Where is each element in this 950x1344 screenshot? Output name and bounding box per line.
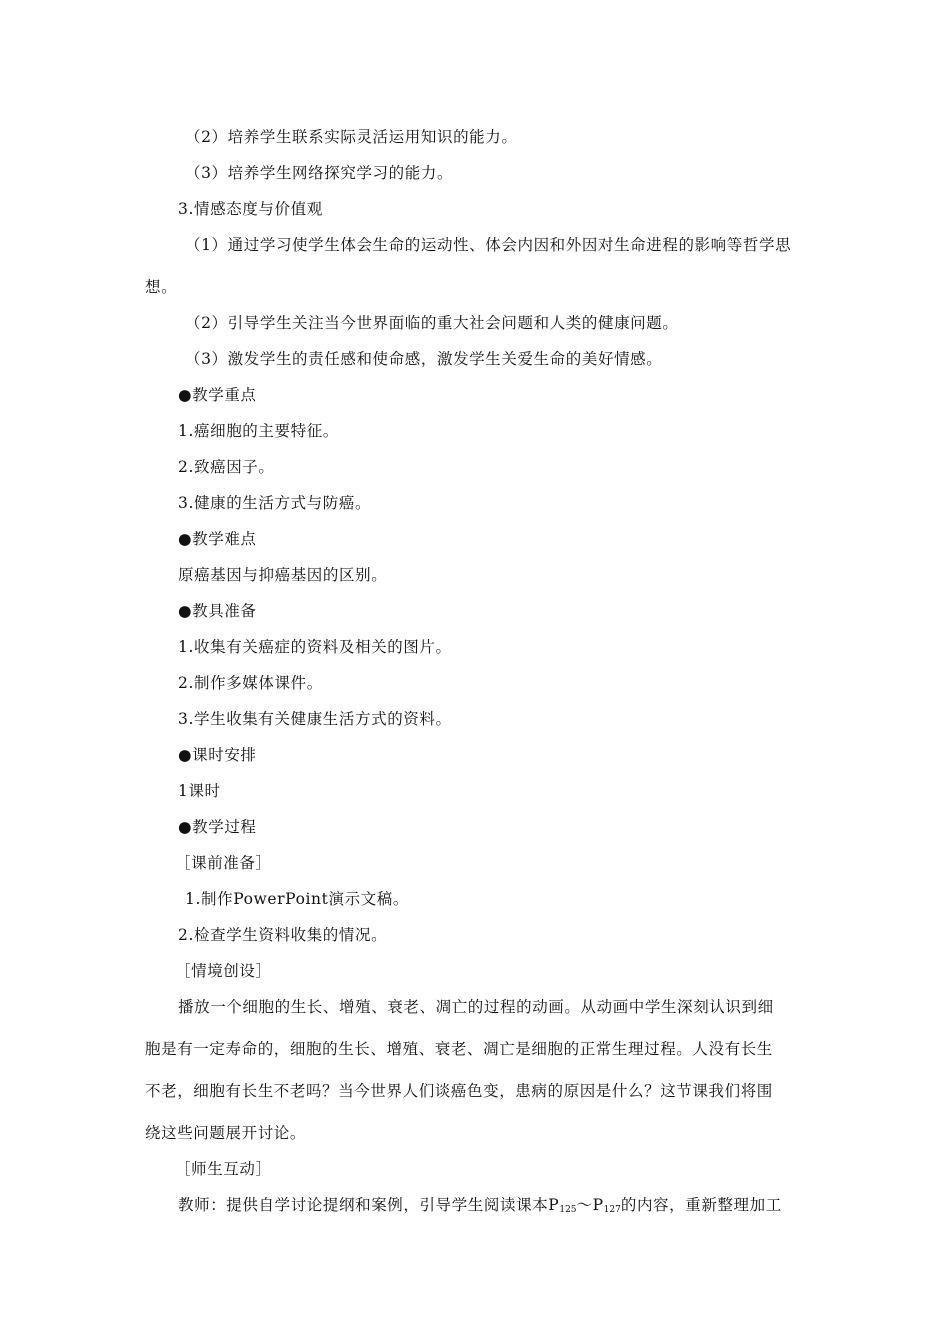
page-subscript-end: 127 — [603, 1205, 621, 1215]
heading-materials: ●教具准备 — [178, 602, 257, 620]
subheading-preparation: ［课前准备］ — [175, 854, 272, 872]
subheading-scenario: ［情境创设］ — [175, 962, 272, 980]
schedule-text: 1课时 — [178, 782, 221, 800]
objective-3-text: （3）培养学生网络探究学习的能力。 — [185, 164, 454, 182]
scenario-para-line-1: 播放一个细胞的生长、增殖、衰老、凋亡的过程的动画。从动画中学生深刻认识到细 — [178, 998, 774, 1016]
scenario-para-line-2: 胞是有一定寿命的，细胞的生长、增殖、衰老、凋亡是细胞的正常生理过程。人没有长生 — [145, 1040, 773, 1058]
key-point-1: 1.癌细胞的主要特征。 — [178, 422, 339, 440]
heading-process: ●教学过程 — [178, 818, 257, 836]
objective-2-text: （2）培养学生联系实际灵活运用知识的能力。 — [185, 128, 518, 146]
section-heading-emotion: 3.情感态度与价值观 — [178, 200, 323, 218]
heading-key-points: ●教学重点 — [178, 386, 257, 404]
heading-difficulties: ●教学难点 — [178, 530, 257, 548]
page-subscript-start: 125 — [559, 1205, 577, 1215]
scenario-para-line-4: 绕这些问题展开讨论。 — [145, 1124, 307, 1142]
emotion-3-text: （3）激发学生的责任感和使命感，激发学生关爱生命的美好情感。 — [185, 350, 663, 368]
material-3: 3.学生收集有关健康生活方式的资料。 — [178, 710, 452, 728]
material-1: 1.收集有关癌症的资料及相关的图片。 — [178, 638, 452, 656]
key-point-2: 2.致癌因子。 — [178, 458, 275, 476]
emotion-1-continuation: 想。 — [145, 278, 178, 296]
subheading-interaction: ［师生互动］ — [175, 1160, 272, 1178]
interaction-text-mid: ～P — [576, 1196, 604, 1214]
interaction-para-line-1 — [178, 1195, 782, 1220]
emotion-1-text: （1）通过学习使学生体会生命的运动性、体会内因和外因对生命进程的影响等哲学思 — [185, 236, 792, 254]
preparation-2: 2.检查学生资料收集的情况。 — [178, 926, 388, 944]
interaction-text-post: 的内容，重新整理加工 — [620, 1196, 782, 1214]
preparation-1: 1.制作PowerPoint演示文稿。 — [185, 890, 409, 908]
heading-schedule: ●课时安排 — [178, 746, 257, 764]
scenario-para-line-3: 不老，细胞有长生不老吗？当今世界人们谈癌色变，患病的原因是什么？这节课我们将围 — [145, 1082, 773, 1100]
material-2: 2.制作多媒体课件。 — [178, 674, 323, 692]
interaction-text-pre: 教师：提供自学讨论提纲和案例，引导学生阅读课本P — [178, 1196, 560, 1214]
difficulty-1: 原癌基因与抑癌基因的区别。 — [178, 566, 388, 584]
key-point-3: 3.健康的生活方式与防癌。 — [178, 494, 372, 512]
emotion-2-text: （2）引导学生关注当今世界面临的重大社会问题和人类的健康问题。 — [185, 314, 679, 332]
